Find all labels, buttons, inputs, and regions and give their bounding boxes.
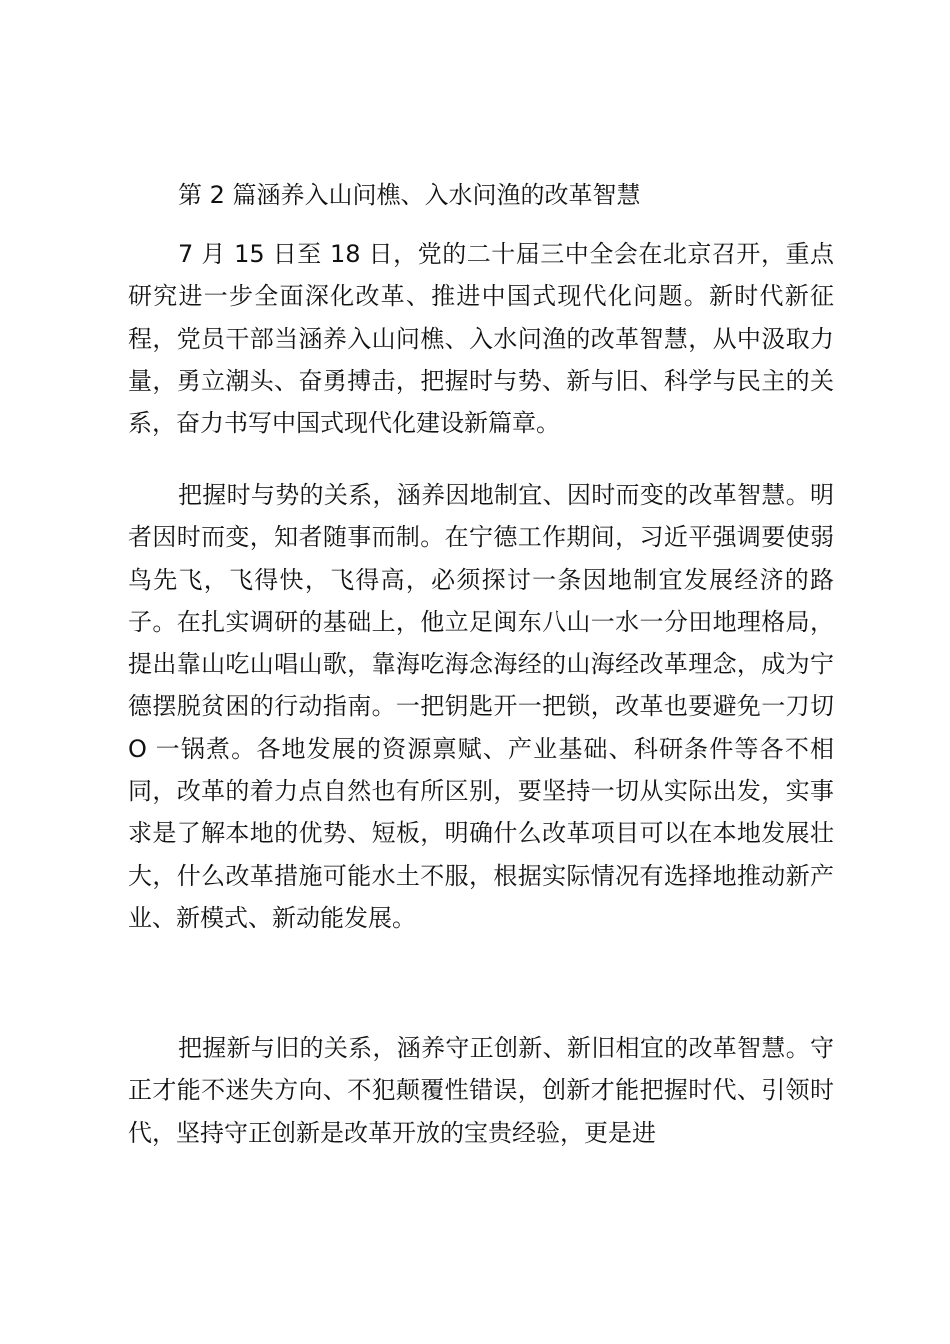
- paragraph-time-and-trend: 把握时与势的关系，涵养因地制宜、因时而变的改革智慧。明者因时而变，知者随事而制。在宁德工作期间，习近平强调要使弱鸟先飞，飞得快，飞得高，必须探讨一条因地制宜发展经济的路子。在扎实调研的基础上，他立足闽东八山一水一分田地理格局，提出靠山吃山唱山歌，靠海吃海念海经的山海经改革理念，成为宁德摆脱贫困的行动指南。一把钥匙开一把锁，改革也要避免一刀切 O 一锅煮。各地发展的资源禀赋、产业基础、科研条件等各不相同，改革的着力点自然也有所区别，要坚持一切从实际出发，实事求是了解本地的优势、短板，明确什么改革项目可以在本地发展壮大，什么改革措施可能水土不服，根据实际情况有选择地推动新产业、新模式、新动能发展。: [128, 481, 834, 932]
- paragraph-new-and-old: 把握新与旧的关系，涵养守正创新、新旧相宜的改革智慧。守正才能不迷失方向、不犯颠覆性错误，创新才能把握时代、引领时代，坚持守正创新是改革开放的宝贵经验，更是进: [128, 1034, 834, 1147]
- document-title: 第 2 篇涵养入山问樵、入水问渔的改革智慧: [178, 181, 641, 209]
- paragraph-intro: 7 月 15 日至 18 日，党的二十届三中全会在北京召开，重点研究进一步全面深化改革、推进中国式现代化问题。新时代新征程，党员干部当涵养入山问樵、入水问渔的改革智慧，从中汲取力量，勇立潮头、奋勇搏击，把握时与势、新与旧、科学与民主的关系，奋力书写中国式现代化建设新篇章。: [128, 240, 834, 438]
